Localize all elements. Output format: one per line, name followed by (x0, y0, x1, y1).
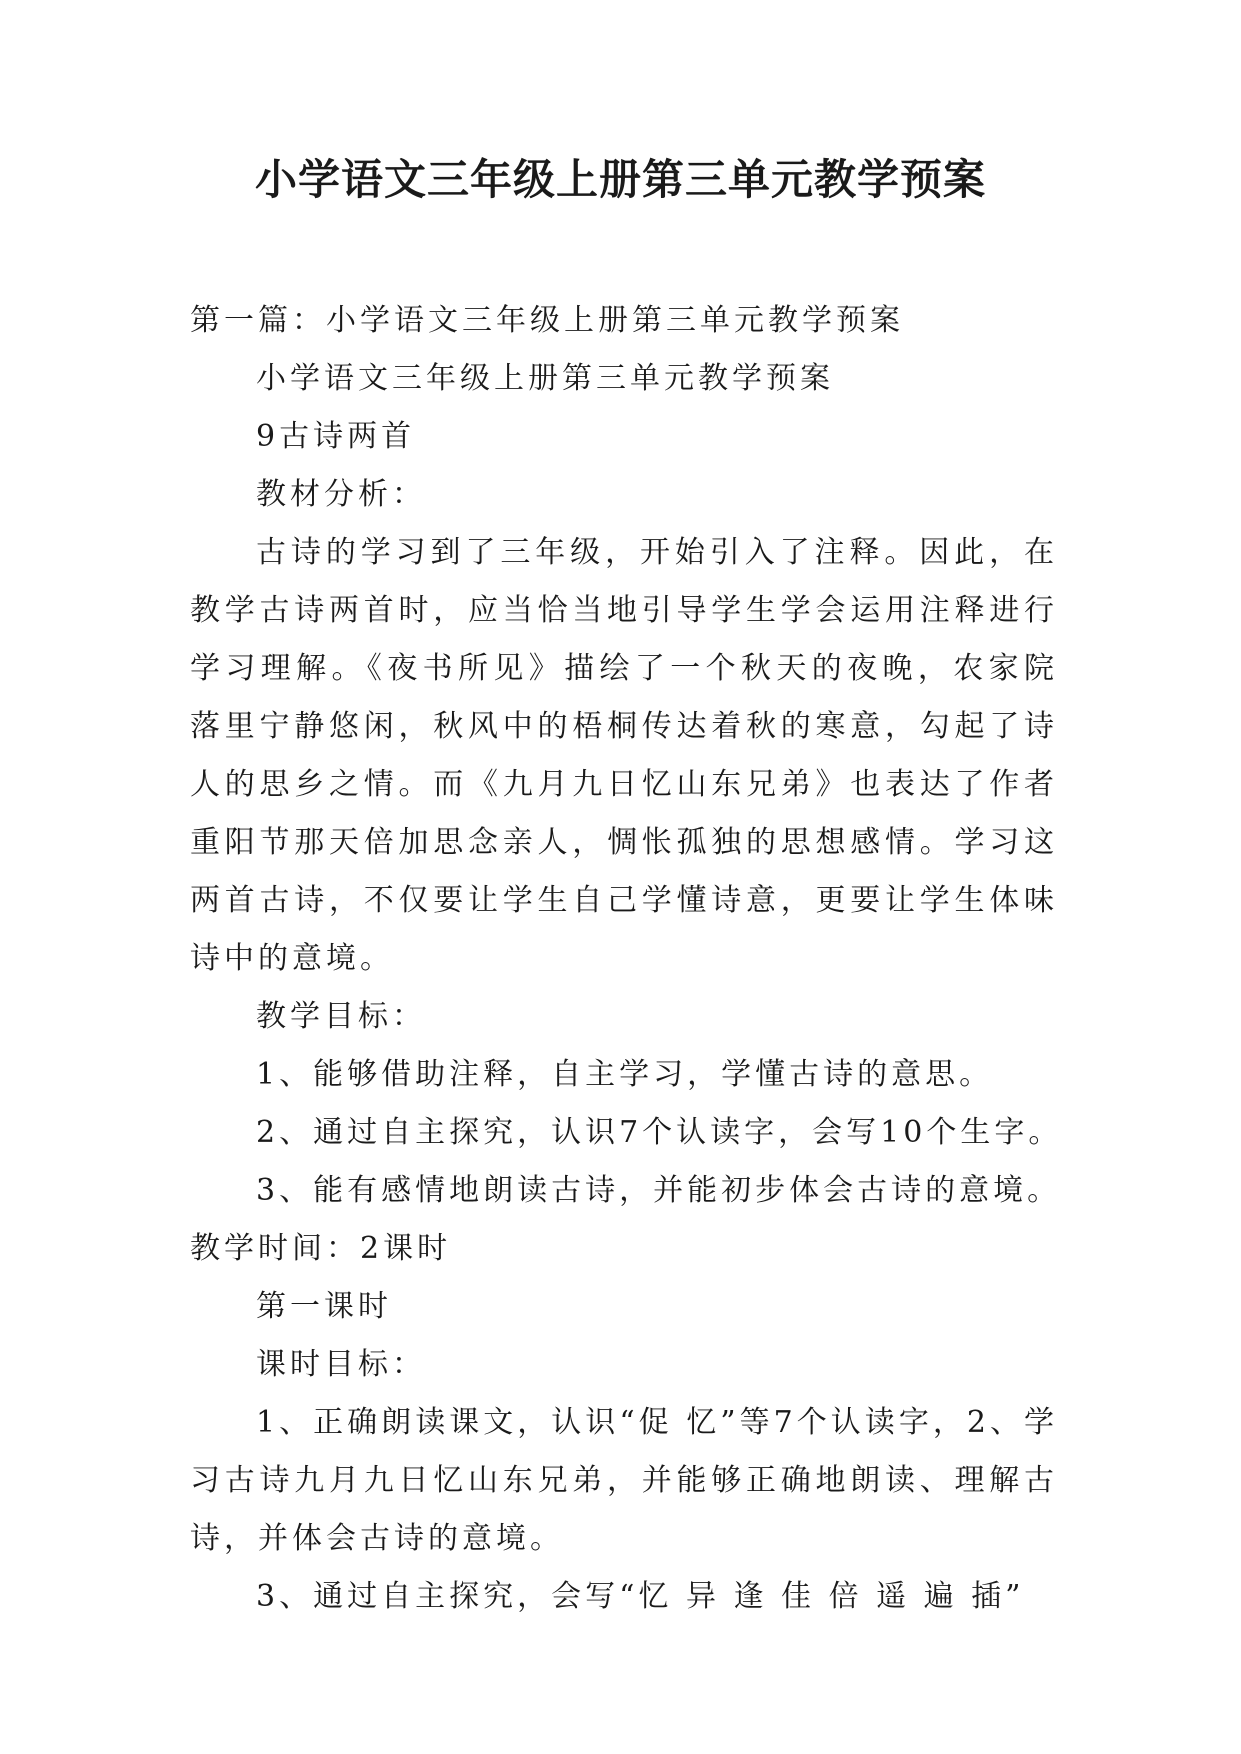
lesson-goal-item-3: 3、通过自主探究，会写“忆 异 逢 佳 倍 遥 遍 插” (256, 1579, 1025, 1614)
goal-item-1: 1、能够借助注释，自主学习，学懂古诗的意思。 (256, 1057, 994, 1092)
document-title: 小学语文三年级上册第三单元教学预案 (254, 155, 986, 204)
teaching-time: 教学时间：2课时 (190, 1231, 452, 1266)
lesson-goal-paragraph: 1、正确朗读课文，认识“促 忆”等7个认读字，2、学习古诗九月九日忆山东兄弟，并能够正确地朗读、理解古诗，并体会古诗的意境。 (190, 1405, 1058, 1556)
analysis-paragraph: 古诗的学习到了三年级，开始引入了注释。因此，在教学古诗两首时，应当恰当地引导学生学会运用注释进行学习理解。《夜书所见》描绘了一个秋天的夜晚，农家院落里宁静悠闲，秋风中的梧桐传达着秋的寒意，勾起了诗人的思乡之情。而《九月九日忆山东兄弟》也表达了作者重阳节那天倍加思念亲人，惆怅孤独的思想感情。学习这两首古诗，不仅要让学生自己学懂诗意，更要让学生体味诗中的意境。 (190, 535, 1058, 976)
first-lesson-heading: 第一课时 (256, 1289, 392, 1324)
goal-item-2: 2、通过自主探究，认识7个认读字，会写10个生字。 (256, 1115, 1063, 1150)
lesson-title: 9古诗两首 (256, 419, 416, 454)
goals-heading: 教学目标： (256, 999, 426, 1034)
analysis-heading: 教材分析： (256, 477, 426, 512)
document-body (190, 292, 1063, 1626)
lesson-goals-heading: 课时目标： (256, 1347, 426, 1382)
section-title: 小学语文三年级上册第三单元教学预案 (256, 361, 834, 396)
chapter-heading: 第一篇：小学语文三年级上册第三单元教学预案 (190, 303, 904, 338)
goal-item-3: 3、能有感情地朗读古诗，并能初步体会古诗的意境。 (256, 1173, 1062, 1208)
